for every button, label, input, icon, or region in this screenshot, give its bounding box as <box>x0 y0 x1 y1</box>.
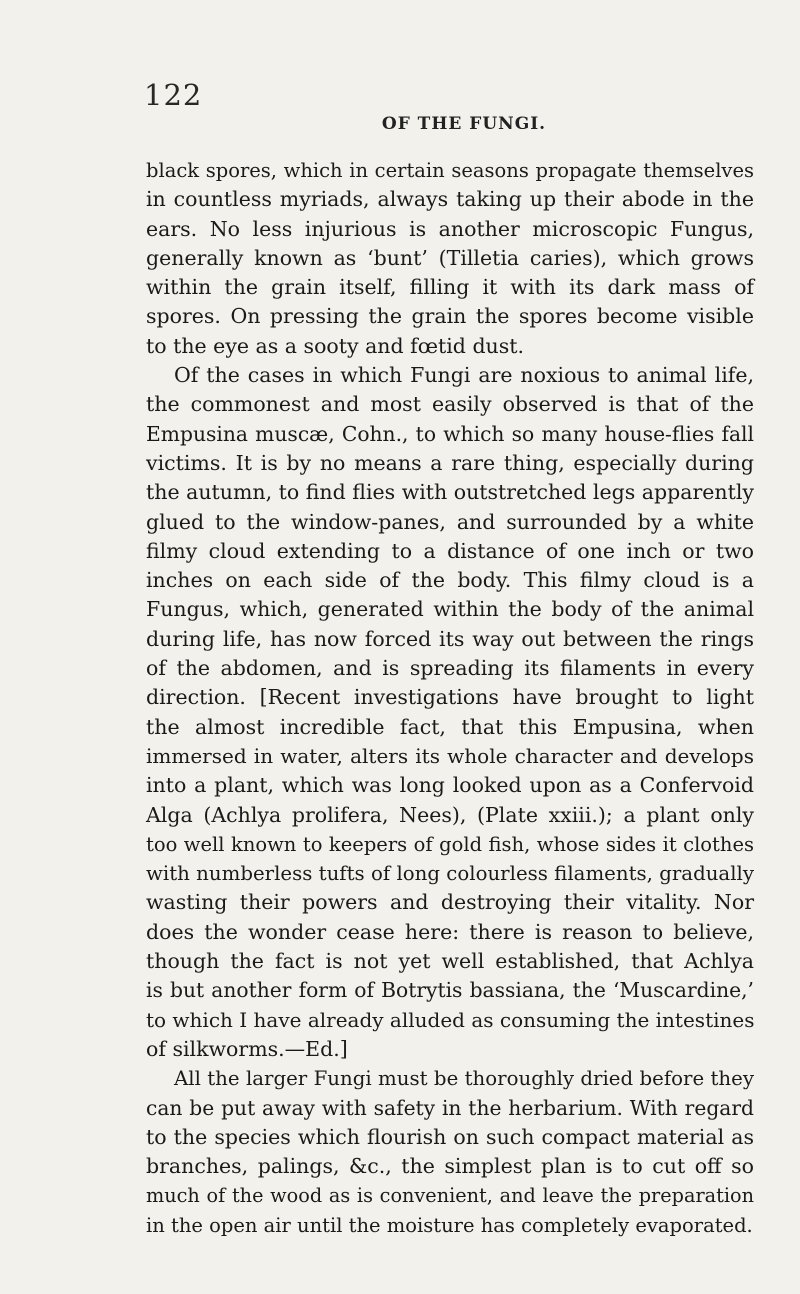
text-line: wasting their powers and destroying their vitality. Nor <box>146 890 754 915</box>
text-line: in the open air until the moisture has completely evaporated. <box>146 1213 753 1237</box>
body-text <box>146 156 754 1240</box>
text-line: in countless myriads, always taking up their abode in the <box>146 187 754 212</box>
text-line: Fungus, which, generated within the body of the animal <box>146 597 754 622</box>
text-line: black spores, which in certain seasons propagate themselves <box>146 159 754 182</box>
text-line: to the eye as a sooty and fœtid dust. <box>146 333 525 358</box>
text-line: filmy cloud extending to a distance of one inch or two <box>146 538 754 563</box>
text-line: Empusina muscæ, Cohn., to which so many house-flies fall <box>146 421 754 446</box>
text-line: of the abdomen, and is spreading its filaments in every <box>146 656 754 681</box>
text-line: within the grain itself, filling it with its dark mass of <box>146 275 754 300</box>
text-line: glued to the window-panes, and surrounded by a white <box>146 509 754 534</box>
text-line: inches on each side of the body. This filmy cloud is a <box>146 568 754 593</box>
text-line: spores. On pressing the grain the spores become visible <box>146 304 754 329</box>
text-line: into a plant, which was long looked upon as a Confervoid <box>146 773 754 798</box>
text-line: victims. It is by no means a rare thing, especially during <box>146 450 754 475</box>
text-line: immersed in water, alters its whole character and develops <box>146 743 754 768</box>
text-line: the autumn, to find flies with outstretched legs apparently <box>146 480 754 505</box>
text-line: All the larger Fungi must be thoroughly dried before they <box>174 1067 754 1091</box>
text-line: the almost incredible fact, that this Empusina, when <box>146 714 754 739</box>
text-line: does the wonder cease here: there is reason to believe, <box>146 919 754 944</box>
text-line: Alga (Achlya prolifera, Nees), (Plate xxiii.); a plant only <box>146 802 754 827</box>
text-line: can be put away with safety in the herbarium. With regard <box>146 1095 754 1120</box>
page-number: 122 <box>144 78 203 112</box>
text-line: to which I have already alluded as consuming the intestines <box>146 1007 755 1032</box>
text-line: during life, has now forced its way out between the rings <box>146 626 754 651</box>
text-line: Of the cases in which Fungi are noxious to animal life, <box>174 363 754 388</box>
text-line: of silkworms.—Ed.] <box>146 1036 348 1061</box>
text-line: too well known to keepers of gold fish, whose sides it clothes <box>146 832 754 856</box>
text-line: is but another form of Botrytis bassiana, the ‘Muscardine,’ <box>146 978 754 1003</box>
text-line: though the fact is not yet well established, that Achlya <box>146 949 754 974</box>
text-line: the commonest and most easily observed is that of the <box>146 392 754 417</box>
text-line: ears. No less injurious is another microscopic Fungus, <box>146 216 754 241</box>
text-line: branches, palings, &c., the simplest plan is to cut off so <box>146 1154 754 1179</box>
text-line: direction. [Recent investigations have brought to light <box>146 685 754 710</box>
text-line: with numberless tufts of long colourless filaments, gradually <box>146 862 754 886</box>
text-line: generally known as ‘bunt’ (Tilletia caries), which grows <box>146 245 754 270</box>
page-header <box>144 78 740 134</box>
running-head: OF THE FUNGI. <box>381 114 547 134</box>
text-line: to the species which flourish on such compact material as <box>146 1124 754 1149</box>
text-line: much of the wood as is convenient, and leave the preparation <box>146 1184 754 1208</box>
